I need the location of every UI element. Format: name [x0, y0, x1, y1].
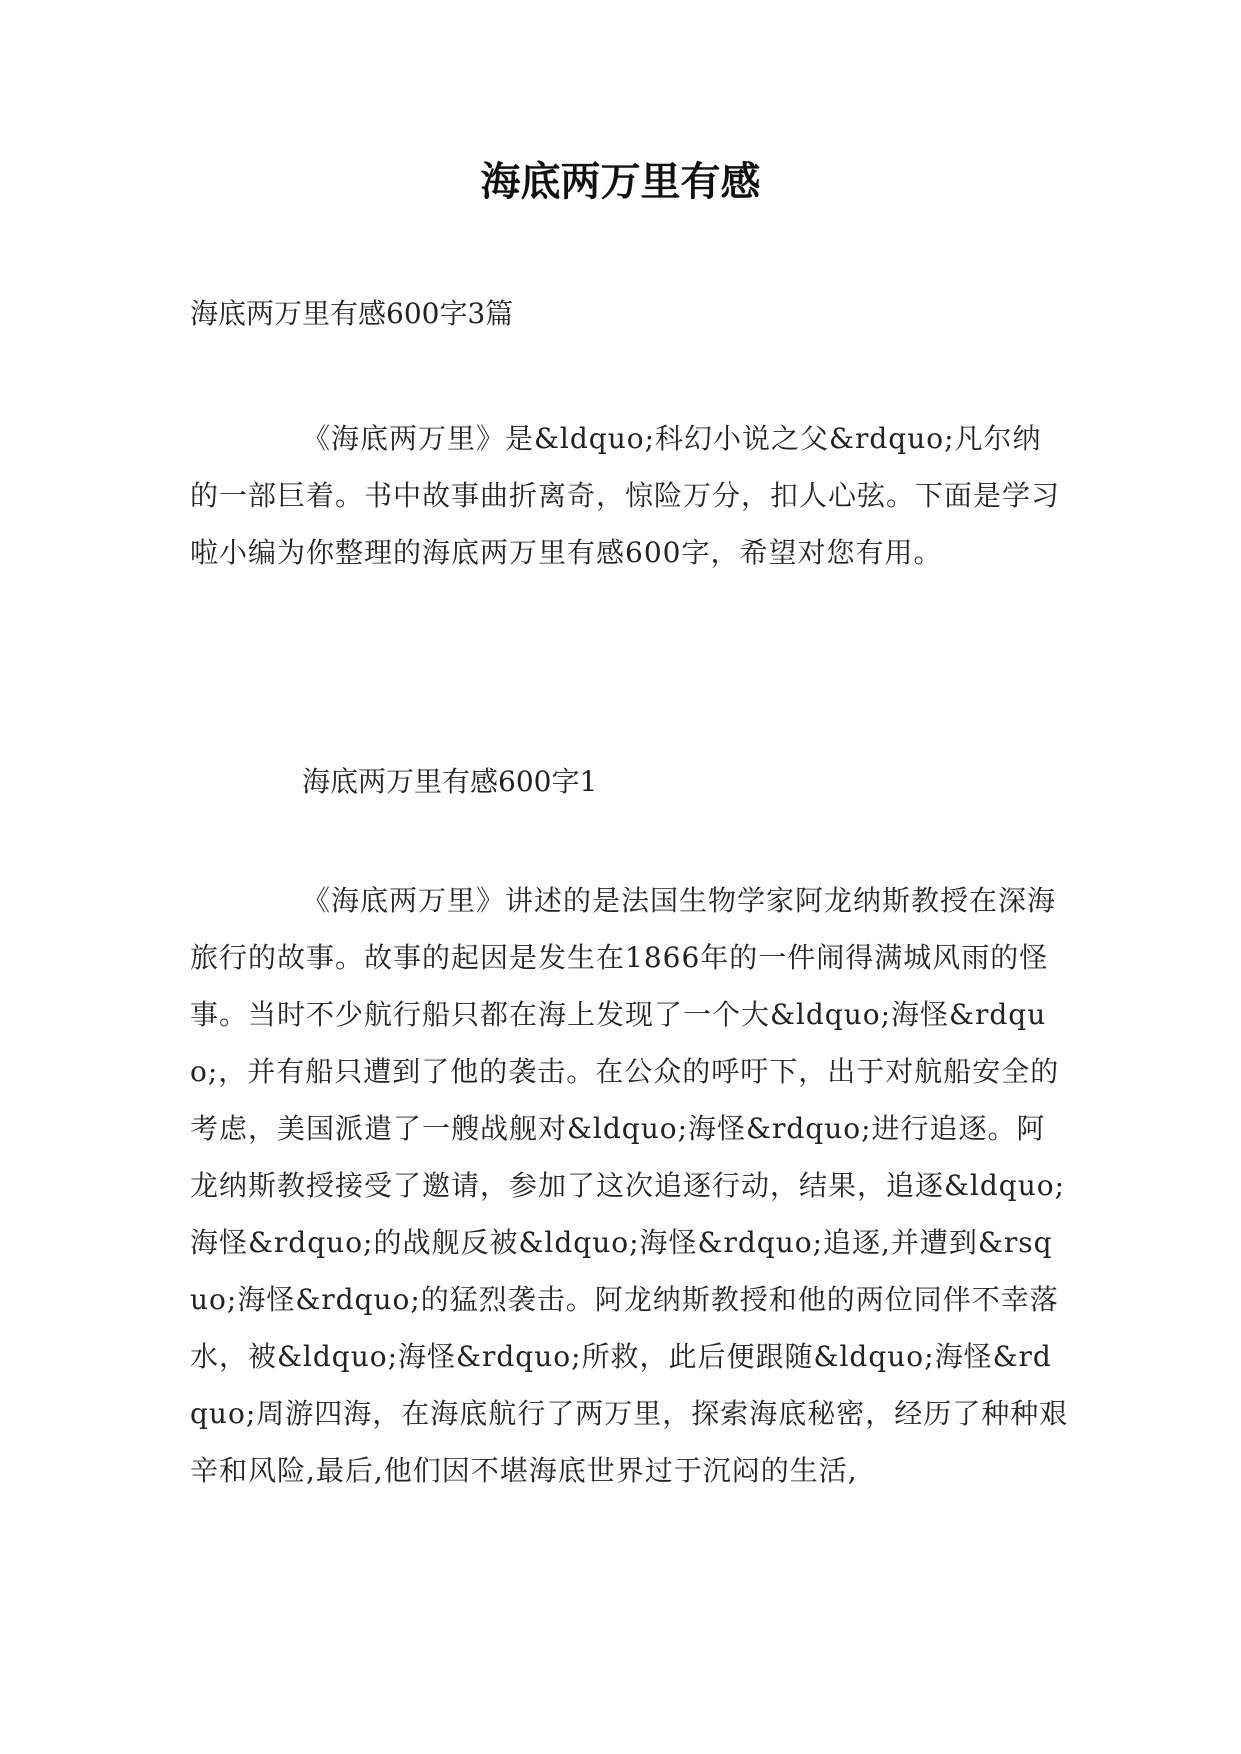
intro-paragraph: 《海底两万里》是&ldquo;科幻小说之父&rdquo;凡尔纳的一部巨着。书中故事曲折离奇，惊险万分，扣人心弦。下面是学习啦小编为你整理的海底两万里有感600字，希望对您有用。	[190, 422, 1061, 569]
document-subtitle: 海底两万里有感600字3篇	[190, 297, 514, 330]
body-paragraph: 《海底两万里》讲述的是法国生物学家阿龙纳斯教授在深海旅行的故事。故事的起因是发生在1866年的一件闹得满城风雨的怪事。当时不少航行船只都在海上发现了一个大&ldquo;海怪&rdquo;，并有船只遭到了他的袭击。在公众的呼吁下，出于对航船安全的考虑，美国派遣了一艘战舰对&ldquo;海怪&rdquo;进行追逐。阿龙纳斯教授接受了邀请，参加了这次追逐行动，结果，追逐&ldquo;海怪&rdquo;的战舰反被&ldquo;海怪&rdquo;追逐,并遭到&rsquo;海怪&rdquo;的猛烈袭击。阿龙纳斯教授和他的两位同伴不幸落水，被&ldquo;海怪&rdquo;所救，此后便跟随&ldquo;海怪&rdquo;周游四海，在海底航行了两万里，探索海底秘密，经历了种种艰辛和风险,最后,他们因不堪海底世界过于沉闷的生活,	[190, 884, 1069, 1487]
page-title: 海底两万里有感	[480, 158, 761, 205]
section-heading: 海底两万里有感600字1	[302, 765, 598, 798]
